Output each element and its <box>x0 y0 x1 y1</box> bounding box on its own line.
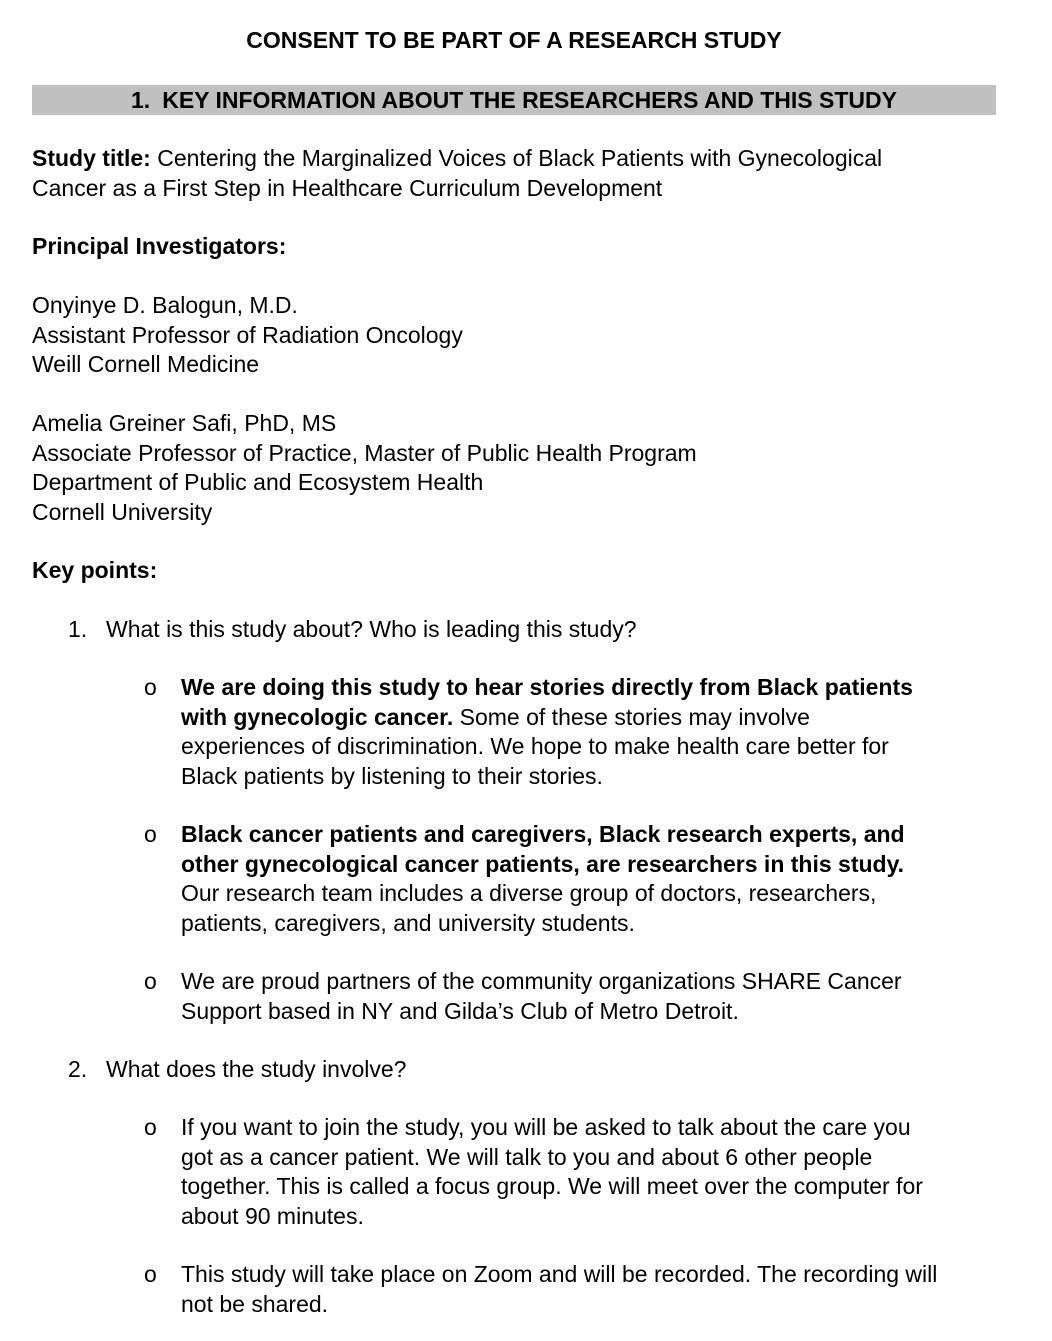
investigator-2-institution: Cornell University <box>32 498 213 525</box>
bullet-bold-line: with gynecologic cancer. <box>181 703 454 730</box>
section-heading <box>32 85 996 115</box>
bullet-text-line: patients, caregivers, and university students. <box>181 909 635 936</box>
investigator-2-name: Amelia Greiner Safi, PhD, MS <box>32 410 337 436</box>
key-point-2-number: 2. <box>68 1056 88 1082</box>
key-point-1-number: 1. <box>68 616 88 642</box>
bullet-text-line: experiences of discrimination. We hope to make health care better for <box>181 733 889 759</box>
study-title-line-2: Cancer as a First Step in Healthcare Curriculum Development <box>32 174 663 201</box>
investigator-1 <box>32 291 992 380</box>
key-points-label: Key points: <box>32 557 158 583</box>
investigator-1-institution: Weill Cornell Medicine <box>32 351 260 377</box>
study-title-block <box>32 144 992 203</box>
investigator-2-title: Associate Professor of Practice, Master of Public Health Program <box>32 439 697 466</box>
key-point-1-question: What is this study about? Who is leading this study? <box>106 616 637 642</box>
document-title: CONSENT TO BE PART OF A RESEARCH STUDY <box>246 27 782 53</box>
investigator-1-title: Assistant Professor of Radiation Oncology <box>32 321 463 348</box>
bullet-bold-line: other gynecological cancer patients, are researchers in this study. <box>181 850 905 877</box>
bullet-marker: o <box>144 1114 157 1140</box>
section-number: 1. <box>131 87 151 113</box>
key-point-1-bullet-3 <box>144 967 1004 1026</box>
investigator-1-name: Onyinye D. Balogun, M.D. <box>32 292 298 318</box>
bullet-text-line: Support based in NY and Gilda’s Club of Metro Detroit. <box>181 997 739 1024</box>
section-heading-text: KEY INFORMATION ABOUT THE RESEARCHERS AND THIS STUDY <box>162 87 897 113</box>
bullet-text-line: If you want to join the study, you will be asked to talk about the care you <box>181 1114 911 1140</box>
key-point-1-bullet-1 <box>144 673 1004 791</box>
bullet-marker: o <box>144 674 157 700</box>
bullet-text-line: together. This is called a focus group. We will meet over the computer for <box>181 1173 923 1199</box>
study-title-label: Study title: <box>32 145 151 171</box>
investigators-label: Principal Investigators: <box>32 233 287 259</box>
bullet-bold-line: We are doing this study to hear stories directly from Black patients <box>181 674 913 700</box>
key-point-2-bullet-2 <box>144 1260 1004 1319</box>
bullet-text-line: This study will take place on Zoom and will be recorded. The recording will <box>181 1261 938 1287</box>
key-point-1 <box>68 615 988 645</box>
bullet-text-line: not be shared. <box>181 1290 329 1317</box>
bullet-marker: o <box>144 968 157 994</box>
bullet-text-line: We are proud partners of the community organizations SHARE Cancer <box>181 968 902 994</box>
bullet-marker: o <box>144 1261 157 1287</box>
investigator-2-department: Department of Public and Ecosystem Health <box>32 469 484 495</box>
key-point-2 <box>68 1055 988 1085</box>
bullet-bold-line: Black cancer patients and caregivers, Black research experts, and <box>181 821 905 847</box>
bullet-text-line: Black patients by listening to their stories. <box>181 762 603 789</box>
bullet-marker: o <box>144 821 157 847</box>
bullet-text-line: Our research team includes a diverse group of doctors, researchers, <box>181 880 877 906</box>
key-point-2-question: What does the study involve? <box>106 1056 407 1082</box>
study-title-line-1: Centering the Marginalized Voices of Black Patients with Gynecological <box>150 145 883 171</box>
bullet-text-line: got as a cancer patient. We will talk to you and about 6 other people <box>181 1143 873 1170</box>
key-point-1-bullet-2 <box>144 820 1004 938</box>
key-point-2-bullet-1 <box>144 1113 1004 1231</box>
investigator-2 <box>32 409 992 527</box>
bullet-text-line: Some of these stories may involve <box>453 703 810 730</box>
bullet-text-line: about 90 minutes. <box>181 1202 364 1229</box>
